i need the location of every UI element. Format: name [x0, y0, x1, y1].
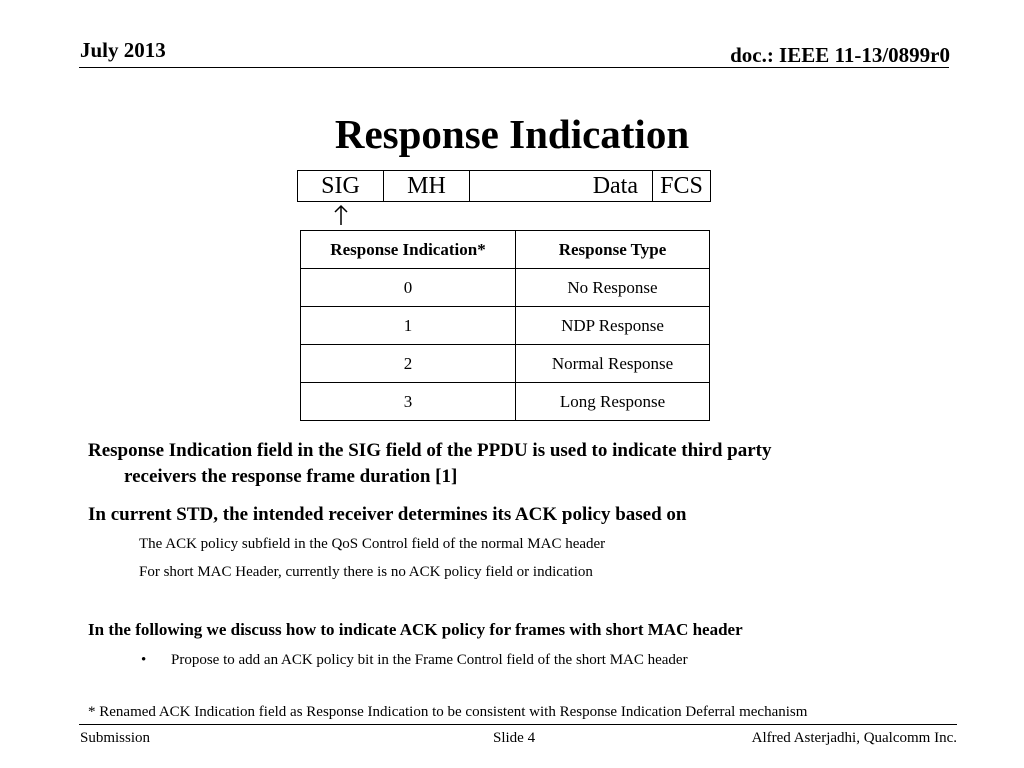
- bullet-dot-icon: •: [141, 652, 147, 668]
- arrow-up-icon: [333, 204, 349, 226]
- response-type-table: [300, 230, 710, 421]
- header-divider: [79, 67, 949, 68]
- frame-field-mh: MH: [384, 171, 470, 201]
- frame-field-sig: SIG: [298, 171, 384, 201]
- frame-field-fcs: FCS: [660, 173, 703, 199]
- bullet-discussion: In the following we discuss how to indicate ACK policy for frames with short MAC header: [88, 620, 743, 639]
- sub-bullet-short-mac: For short MAC Header, currently there is no ACK policy field or indication: [139, 564, 593, 580]
- table-cell-type: NDP Response: [516, 307, 710, 345]
- frame-format-diagram: [297, 170, 711, 202]
- table-cell-indication: 1: [301, 307, 516, 345]
- footer-slide-number: Slide 4: [493, 730, 536, 746]
- slide-title: Response Indication: [334, 111, 690, 157]
- table-header-indication: Response Indication*: [301, 231, 516, 269]
- table-cell-type: Long Response: [516, 383, 710, 421]
- bullet-line: Response Indication field in the SIG field of the PPDU is used to indicate third party: [88, 440, 772, 461]
- table-row: [301, 383, 710, 421]
- bullet-current-std: In current STD, the intended receiver determines its ACK policy based on: [88, 504, 687, 525]
- table-row: [301, 345, 710, 383]
- table-row: [301, 307, 710, 345]
- footer-submission: Submission: [80, 730, 151, 746]
- frame-field-data: Data: [470, 171, 653, 201]
- sub-bullet-qos-control: The ACK policy subfield in the QoS Control field of the normal MAC header: [139, 536, 606, 552]
- table-cell-type: No Response: [516, 269, 710, 307]
- table-header-row: [301, 231, 710, 269]
- table-row: [301, 269, 710, 307]
- table-header-type: Response Type: [516, 231, 710, 269]
- sub-bullet-proposal: Propose to add an ACK policy bit in the Frame Control field of the short MAC header: [171, 652, 688, 668]
- table-cell-indication: 2: [301, 345, 516, 383]
- table-cell-indication: 3: [301, 383, 516, 421]
- header-doc-id: doc.: IEEE 11-13/0899r0: [730, 43, 950, 67]
- footer-author: Alfred Asterjadhi, Qualcomm Inc.: [751, 730, 957, 746]
- header-date: July 2013: [80, 38, 166, 62]
- table-cell-indication: 0: [301, 269, 516, 307]
- footnote: * Renamed ACK Indication field as Response Indication to be consistent with Response Indication Deferral mechanism: [88, 704, 808, 720]
- footer-divider: [79, 724, 957, 725]
- bullet-line-continued: receivers the response frame duration [1]: [124, 466, 458, 487]
- table-cell-type: Normal Response: [516, 345, 710, 383]
- bullet-response-indication: [88, 438, 938, 490]
